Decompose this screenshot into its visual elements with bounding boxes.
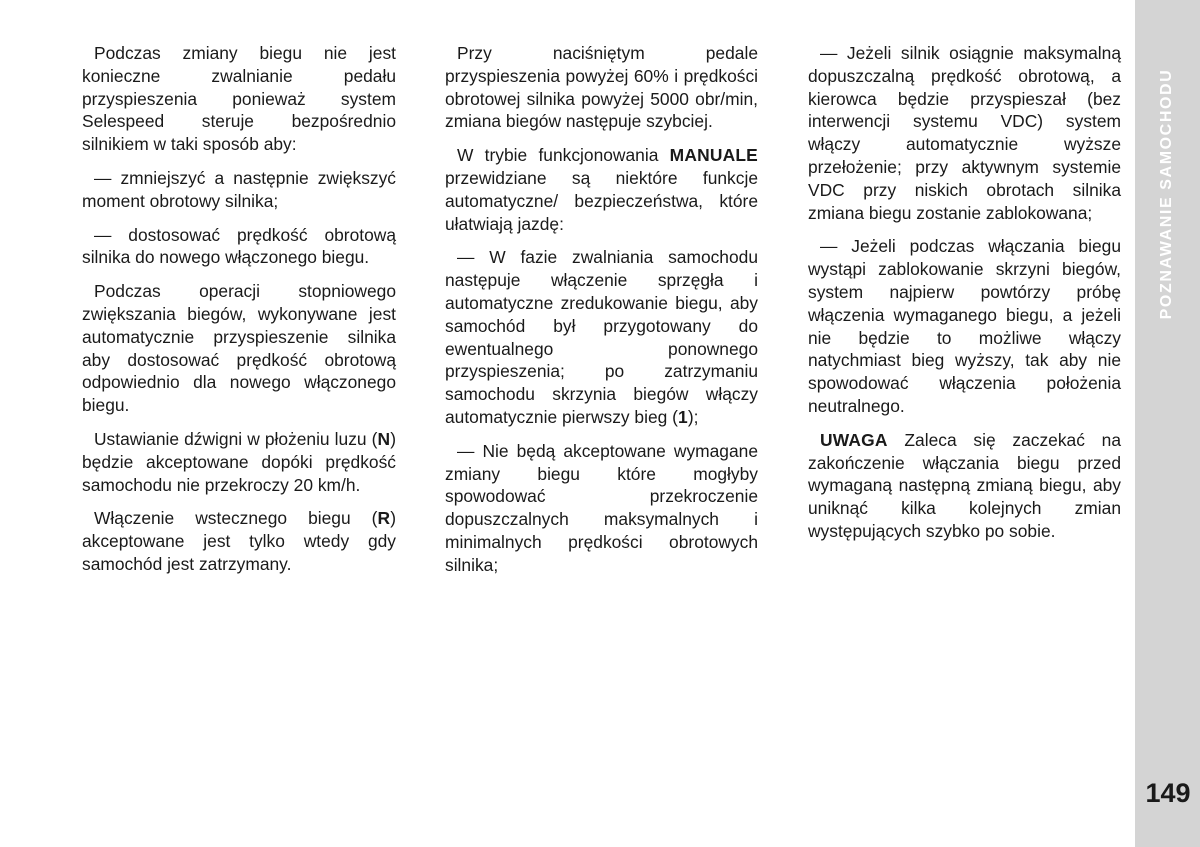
warning-label: UWAGA [820,429,888,450]
page-number: 149 [1145,778,1191,808]
paragraph: Podczas operacji stopniowego zwiększania biegów, wykonywane jest automatycznie przyspieszenie silnika aby dostosować prędkość obrotową odpowiednio dla nowego włączonego biegu. [82,281,396,416]
section-title-vertical [1138,39,1196,349]
warning-note: UWAGA Zaleca się zaczekać na zakończenie włączania biegu przed wymaganą następną zmianą biegu, aby uniknąć kilka kolejnych zmian występujących szybko po sobie. [808,429,1121,541]
section-title-text: POZNAWANIE SAMOCHODU [1158,68,1175,320]
paragraph-neutral-position: Ustawianie dźwigni w płożeniu luzu (N) będzie akceptowane dopóki prędkość samochodu nie przekroczy 20 km/h. [82,428,396,495]
paragraph-reverse-gear: Włączenie wstecznego biegu (R) akceptowane jest tylko wtedy gdy samochód jest zatrzymany. [82,508,396,574]
paragraph: Przy naciśniętym pedale przyspieszenia powyżej 60% i prędkości obrotowej silnika powyżej 5000 obr/min, zmiana biegów następuje szybciej. [445,43,758,132]
paragraph: — Nie będą akceptowane wymagane zmiany biegu które mogłyby spowodować przekroczenie dopuszczalnych maksymalnych i minimalnych prędkości obrotowych silnika; [445,440,758,575]
text-column-3 [808,42,1121,554]
paragraph: Podczas zmiany biegu nie jest konieczne zwalnianie pedału przyspieszenia ponieważ system Selespeed steruje bezpośrednio silnikiem w taki sposób aby: [82,43,396,155]
key-letter-n: N [377,428,391,449]
paragraph: — dostosować prędkość obrotową silnika do nowego włączonego biegu. [82,224,396,268]
text-column-1 [82,42,396,587]
paragraph-manual-mode: W trybie funkcjonowania MANUALE przewidziane są niektóre funkcje automatyczne/ bezpieczeństwa, które ułatwiają jazdę: [445,145,758,234]
paragraph-first-gear: — W fazie zwalniania samochodu następuje włączenie sprzęgła i automatyczne zredukowanie biegu, aby samochód był przygotowany do ewentualnego ponownego przyspieszenia; po zatrzymaniu samochodu skrzynia biegów włączy automatycznie pierwszy bieg (1); [445,247,758,427]
paragraph: — zmniejszyć a następnie zwiększyć moment obrotowy silnika; [82,167,396,211]
mode-manuale-label: MANUALE [669,145,758,166]
key-letter-r: R [377,508,391,529]
key-number-1: 1 [677,406,688,427]
text-column-2 [445,42,758,588]
paragraph: — Jeżeli podczas włączania biegu wystąpi zablokowanie skrzyni biegów, system najpierw powtórzy próbę włączenia wymaganego biegu, a jeżeli nie będzie to możliwe włączy natychmiast bieg wyższy, tak aby nie spowodować włączenia położenia neutralnego. [808,236,1121,416]
paragraph: — Jeżeli silnik osiągnie maksymalną dopuszczalną prędkość obrotową, a kierowca będzie przyspieszał (bez interwencji systemu VDC) system włączy automatycznie wyższe przełożenie; przy aktywnym systemie VDC przy niskich obrotach silnika zmiana biegu zostanie zablokowana; [808,43,1121,223]
